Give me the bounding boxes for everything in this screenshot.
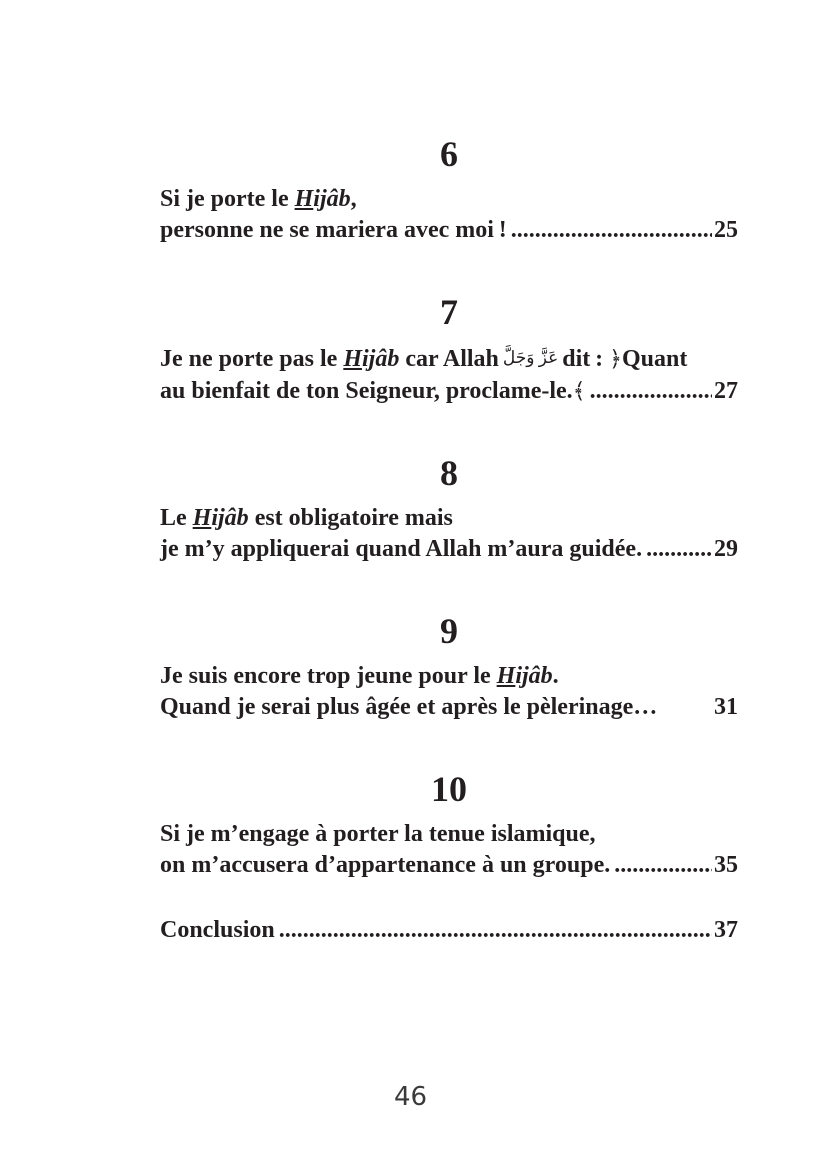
- page-reference: 31: [714, 694, 738, 720]
- toc-chapter-6: [160, 134, 738, 246]
- entry-text: Si je porte le: [160, 186, 295, 212]
- term-hijab: [497, 663, 553, 689]
- toc-conclusion[interactable]: [160, 915, 738, 946]
- term-initial: H: [496, 663, 516, 689]
- term-initial: H: [343, 346, 362, 372]
- term-rest: ijâb: [361, 346, 400, 372]
- conclusion-label: Conclusion: [160, 917, 275, 943]
- term-initial: H: [192, 505, 212, 531]
- entry-line-2: [160, 692, 738, 723]
- entry-line-2: [160, 534, 738, 565]
- term-rest: ijâb: [515, 663, 553, 689]
- toc-chapter-8: [160, 453, 738, 565]
- term-rest: ijâb: [211, 505, 249, 531]
- dot-leader: [279, 915, 712, 946]
- toc-entry-title[interactable]: [160, 819, 738, 881]
- conclusion-line: [160, 915, 738, 946]
- dot-leader: [511, 215, 712, 246]
- dot-leader: [646, 534, 712, 565]
- entry-text: Je ne porte pas le: [160, 346, 344, 372]
- entry-line-1: Si je m’engage à porter la tenue islamique,: [160, 821, 596, 847]
- entry-line-2: [160, 850, 738, 881]
- chapter-number: 9: [440, 611, 458, 651]
- toc-entry-title[interactable]: [160, 342, 738, 407]
- entry-line-1: [160, 503, 738, 534]
- chapter-number: 10: [431, 769, 467, 809]
- entry-line-1: [160, 342, 738, 375]
- term-hijab: [193, 505, 249, 531]
- entry-line-1: [160, 661, 738, 692]
- term-rest: ijâb: [313, 186, 351, 212]
- entry-text: Le: [160, 505, 193, 531]
- entry-text: ,: [350, 186, 357, 212]
- entry-text: je m’y appliquerai quand Allah m’aura guidée.: [160, 536, 643, 562]
- entry-text: est obligatoire mais: [248, 505, 453, 531]
- honorific-glyph: عَزَّ وَجَلَّ: [502, 348, 559, 367]
- toc-chapter-7: [160, 292, 738, 407]
- chapter-number: 6: [440, 134, 458, 174]
- page-reference: 35: [714, 852, 738, 878]
- page-number: 46: [393, 1082, 428, 1112]
- dot-leader: [590, 376, 712, 407]
- entry-text: Quant: [621, 346, 688, 372]
- page-reference: 29: [714, 536, 738, 562]
- entry-text: car Allah: [399, 346, 499, 372]
- entry-line-1: [160, 184, 738, 215]
- term-initial: H: [294, 186, 314, 212]
- page-reference: 27: [714, 378, 738, 404]
- toc-entry-title[interactable]: [160, 184, 738, 246]
- dot-leader: [614, 850, 712, 881]
- toc-chapter-9: [160, 611, 738, 723]
- chapter-number: 7: [440, 292, 458, 332]
- entry-line-2: [160, 215, 738, 246]
- quran-close-bracket: ﴾: [572, 378, 586, 403]
- entry-text: on m’accusera d’appartenance à un groupe.: [160, 852, 611, 878]
- entry-text: au bienfait de ton Seigneur, proclame-le.: [160, 378, 573, 404]
- toc-chapter-10: [160, 769, 738, 881]
- toc-entry-title[interactable]: [160, 661, 738, 723]
- entry-text: .: [552, 663, 559, 689]
- term-hijab: [343, 346, 399, 372]
- entry-line-2: [160, 375, 738, 407]
- entry-text: personne ne se mariera avec moi !: [160, 217, 507, 243]
- toc-entry-title[interactable]: [160, 503, 738, 565]
- quran-open-bracket: ﴿: [609, 346, 622, 371]
- term-hijab: [295, 186, 351, 212]
- chapter-number: 8: [440, 453, 458, 493]
- table-of-contents: [160, 134, 738, 946]
- entry-text-group: [160, 375, 586, 407]
- entry-text: dit :: [562, 346, 610, 372]
- entry-text: Je suis encore trop jeune pour le: [160, 663, 497, 689]
- entry-text: Quand je serai plus âgée et après le pèlerinage…: [160, 694, 658, 720]
- page-reference: 37: [714, 917, 738, 943]
- page-reference: 25: [714, 217, 738, 243]
